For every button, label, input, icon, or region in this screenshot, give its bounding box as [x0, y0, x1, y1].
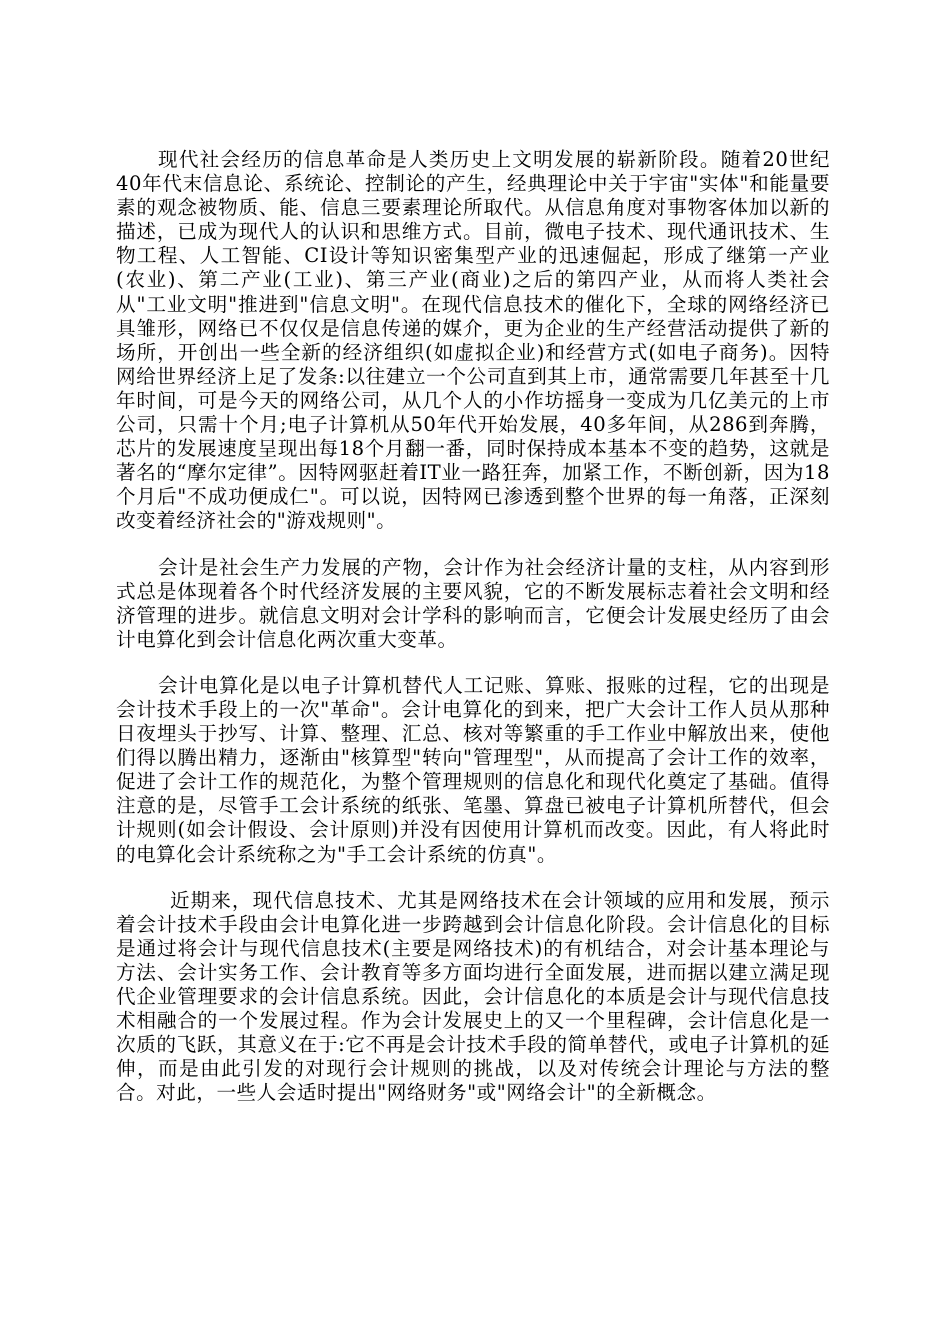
document-page: [116, 148, 830, 1127]
paragraph-information-revolution: 现代社会经历的信息革命是人类历史上文明发展的崭新阶段。随着20世纪40年代末信息论、系统论、控制论的产生，经典理论中关于宇宙"实体"和能量要素的观念被物质、能、信息三要素理论所取代。从信息角度对事物客体加以新的描述，已成为现代人的认识和思维方式。目前，微电子技术、现代通讯技术、生物工程、人工智能、CI设计等知识密集型产业的迅速倔起，形成了继第一产业(农业)、第二产业(工业)、第三产业(商业)之后的第四产业，从而将人类社会从"工业文明"推进到"信息文明"。在现代信息技术的催化下，全球的网络经济已具雏形，网络已不仅仅是信息传递的媒介，更为企业的生产经营活动提供了新的场所，开创出一些全新的经济组织(如虚拟企业)和经营方式(如电子商务)。因特网给世界经济上足了发条:以往建立一个公司直到其上市，通常需要几年甚至十几年时间，可是今天的网络公司，从几个人的小作坊摇身一变成为几亿美元的上市公司，只需十个月;电子计算机从50年代开始发展，40多年间，从286到奔腾，芯片的发展速度呈现出每18个月翻一番，同时保持成本基本不变的趋势，这就是著名的“摩尔定律”。因特网驱赶着IT业一路狂奔，加紧工作，不断创新，因为18个月后"不成功便成仁"。可以说，因特网已渗透到整个世界的每一角落，正深刻改变着经济社会的"游戏规则"。: [116, 148, 830, 533]
paragraph-accounting-informatization: 近期来，现代信息技术、尤其是网络技术在会计领域的应用和发展，预示着会计技术手段由会计电算化进一步跨越到会计信息化阶段。会计信息化的目标是通过将会计与现代信息技术(主要是网络技术)的有机结合，对会计基本理论与方法、会计实务工作、会计教育等多方面均进行全面发展，进而据以建立满足现代企业管理要求的会计信息系统。因此，会计信息化的本质是会计与现代信息技术相融合的一个发展过程。作为会计发展史上的又一个里程碑，会计信息化是一次质的飞跃，其意义在于:它不再是会计技术手段的简单替代，或电子计算机的延伸，而是由此引发的对现行会计规则的挑战，以及对传统会计理论与方法的整合。对此，一些人会适时提出"网络财务"或"网络会计"的全新概念。: [116, 888, 830, 1105]
paragraph-accounting-origin: 会计是社会生产力发展的产物，会计作为社会经济计量的支柱，从内容到形式总是体现着各个时代经济发展的主要风貌，它的不断发展标志着社会文明和经济管理的进步。就信息文明对会计学科的影响而言，它便会计发展史经历了由会计电算化到会计信息化两次重大变革。: [116, 555, 830, 651]
paragraph-accounting-computerization: 会计电算化是以电子计算机替代人工记账、算账、报账的过程，它的出现是会计技术手段上的一次"革命"。会计电算化的到来，把广大会计工作人员从那种日夜埋头于抄写、计算、整理、汇总、核对等繁重的手工作业中解放出来，使他们得以腾出精力，逐渐由"核算型"转向"管理型"，从而提高了会计工作的效率，促进了会计工作的规范化，为整个管理规则的信息化和现代化奠定了基础。值得注意的是，尽管手工会计系统的纸张、笔墨、算盘已被电子计算机所替代，但会计规则(如会计假设、会计原则)并没有因使用计算机而改变。因此，有人将此时的电算化会计系统称之为"手工会计系统的仿真"。: [116, 673, 830, 866]
